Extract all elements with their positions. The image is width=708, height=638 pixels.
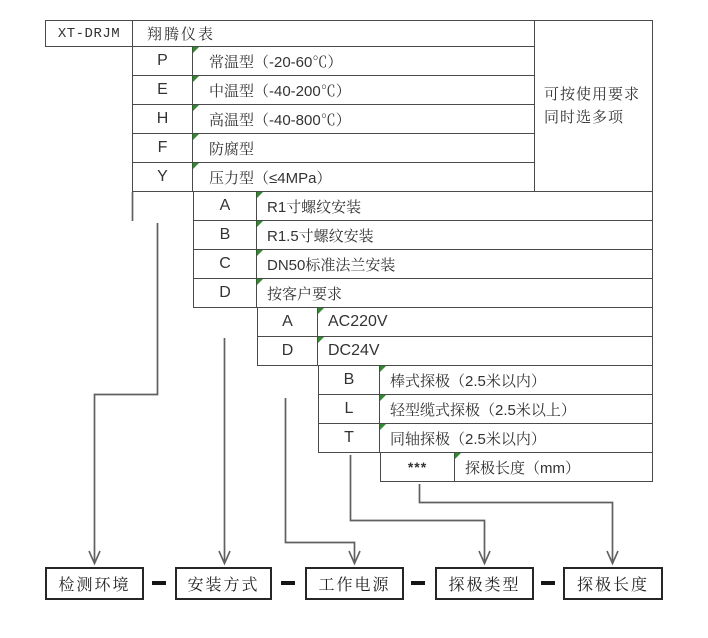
table-row bbox=[193, 249, 653, 279]
desc-text: 探极长度（mm） bbox=[465, 459, 580, 477]
table-probe-type bbox=[318, 365, 653, 453]
arrow-down-icon bbox=[479, 551, 490, 564]
table-row bbox=[193, 220, 653, 250]
bottom-box-power-supply: 工作电源 bbox=[305, 567, 404, 600]
desc-text: 棒式探极（2.5米以内） bbox=[390, 372, 546, 390]
desc-cell bbox=[379, 365, 653, 395]
cell-marker-icon bbox=[318, 308, 324, 314]
cell-marker-icon bbox=[193, 76, 199, 82]
desc-text: 轻型缆式探极（2.5米以上） bbox=[390, 401, 576, 419]
code-cell: E bbox=[132, 75, 193, 105]
cell-marker-icon bbox=[193, 163, 199, 169]
code-cell: P bbox=[132, 46, 193, 76]
table-row bbox=[257, 336, 653, 366]
desc-cell bbox=[317, 307, 653, 337]
arrow-down-icon bbox=[349, 551, 360, 564]
desc-text: 压力型（≤4MPa） bbox=[209, 169, 332, 187]
code-cell: B bbox=[318, 365, 380, 395]
code-cell: D bbox=[193, 278, 257, 308]
arrow-down-icon bbox=[607, 551, 618, 564]
desc-cell bbox=[256, 191, 653, 221]
cell-marker-icon bbox=[257, 221, 263, 227]
code-cell: A bbox=[257, 307, 318, 337]
desc-cell bbox=[256, 220, 653, 250]
table-row bbox=[132, 162, 535, 192]
desc-cell bbox=[379, 394, 653, 424]
cell-marker-icon bbox=[380, 424, 386, 430]
table-detection-environment bbox=[132, 46, 535, 192]
desc-cell bbox=[192, 162, 535, 192]
desc-cell bbox=[317, 336, 653, 366]
table-row bbox=[132, 75, 535, 105]
bottom-box-detection-environment: 检测环境 bbox=[45, 567, 144, 600]
desc-cell bbox=[256, 278, 653, 308]
desc-cell bbox=[454, 452, 653, 482]
bottom-box-probe-length: 探极长度 bbox=[563, 567, 663, 600]
table-row bbox=[132, 133, 535, 163]
bottom-box-installation-method: 安装方式 bbox=[175, 567, 272, 600]
company-cell: 翔腾仪表 bbox=[132, 20, 535, 47]
cell-marker-icon bbox=[318, 337, 324, 343]
cell-marker-icon bbox=[455, 453, 461, 459]
arrow-down-icon bbox=[89, 551, 100, 564]
desc-text: 防腐型 bbox=[209, 140, 255, 158]
dash-separator bbox=[541, 581, 555, 585]
cell-marker-icon bbox=[257, 279, 263, 285]
side-note-line2: 同时选多项 bbox=[544, 109, 625, 126]
side-note-line1: 可按使用要求 bbox=[544, 86, 641, 103]
table-row bbox=[380, 452, 653, 482]
desc-cell bbox=[379, 423, 653, 453]
bottom-box-probe-type: 探极类型 bbox=[435, 567, 534, 600]
table-row bbox=[132, 104, 535, 134]
cell-marker-icon bbox=[257, 192, 263, 198]
code-cell: H bbox=[132, 104, 193, 134]
code-cell: C bbox=[193, 249, 257, 279]
table-row bbox=[318, 365, 653, 395]
code-cell: T bbox=[318, 423, 380, 453]
table-row bbox=[193, 278, 653, 308]
code-cell: A bbox=[193, 191, 257, 221]
desc-text: DN50标准法兰安装 bbox=[267, 256, 396, 274]
desc-text: AC220V bbox=[328, 313, 388, 330]
desc-cell bbox=[192, 75, 535, 105]
code-cell: L bbox=[318, 394, 380, 424]
desc-text: 高温型（-40-800℃） bbox=[209, 111, 351, 129]
connector-probe-length bbox=[420, 484, 613, 562]
code-cell: Y bbox=[132, 162, 193, 192]
side-note-box bbox=[534, 20, 653, 192]
connector-detection-env bbox=[95, 223, 158, 562]
table-probe-length bbox=[380, 452, 653, 482]
dash-separator bbox=[411, 581, 425, 585]
arrow-down-icon bbox=[219, 551, 230, 564]
cell-marker-icon bbox=[257, 250, 263, 256]
desc-text: R1.5寸螺纹安装 bbox=[267, 227, 374, 245]
code-cell: F bbox=[132, 133, 193, 163]
cell-marker-icon bbox=[380, 366, 386, 372]
desc-text: 同轴探极（2.5米以内） bbox=[390, 430, 546, 448]
cell-marker-icon bbox=[380, 395, 386, 401]
dash-separator bbox=[152, 581, 166, 585]
code-cell: B bbox=[193, 220, 257, 250]
table-row bbox=[193, 191, 653, 221]
cell-marker-icon bbox=[193, 47, 199, 53]
table-power-supply bbox=[257, 307, 653, 366]
table-row bbox=[318, 394, 653, 424]
desc-text: DC24V bbox=[328, 342, 380, 359]
desc-text: 常温型（-20-60℃） bbox=[209, 53, 343, 71]
desc-cell bbox=[192, 46, 535, 76]
table-row bbox=[132, 46, 535, 76]
table-row bbox=[257, 307, 653, 337]
title-row bbox=[45, 20, 535, 47]
code-cell: *** bbox=[380, 452, 455, 482]
desc-cell bbox=[256, 249, 653, 279]
table-row bbox=[318, 423, 653, 453]
dash-separator bbox=[281, 581, 295, 585]
cell-marker-icon bbox=[193, 134, 199, 140]
desc-text: 按客户要求 bbox=[267, 285, 343, 303]
desc-cell bbox=[192, 104, 535, 134]
code-cell: D bbox=[257, 336, 318, 366]
desc-text: 中温型（-40-200℃） bbox=[209, 82, 351, 100]
desc-text: R1寸螺纹安装 bbox=[267, 198, 362, 216]
model-code-cell: XT-DRJM bbox=[45, 20, 133, 47]
desc-cell bbox=[192, 133, 535, 163]
cell-marker-icon bbox=[193, 105, 199, 111]
table-installation-method bbox=[193, 191, 653, 308]
